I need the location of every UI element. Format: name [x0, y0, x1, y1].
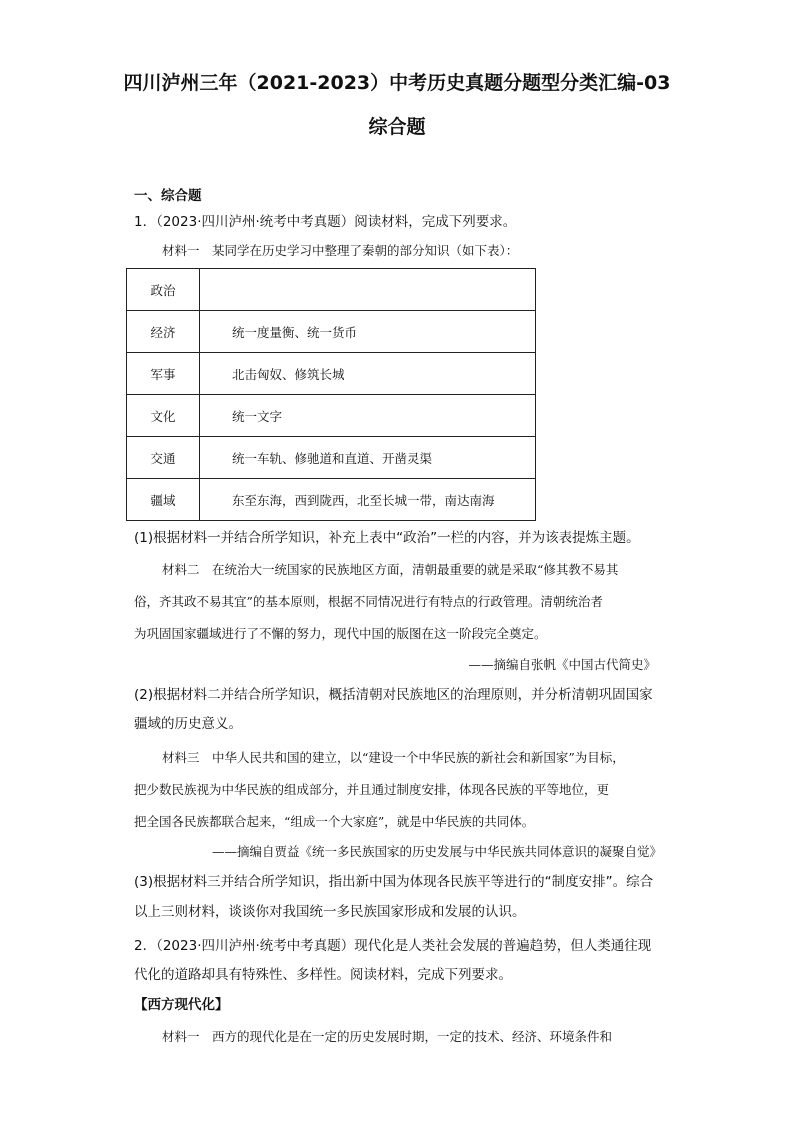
q1-material3-line: 材料三 中华人民共和国的建立，以“建设一个中华民族的新社会和新国家”为目标，: [162, 750, 625, 765]
q2-heading: 【西方现代化】: [134, 997, 229, 1013]
q1-material3-line: 把全国各民族都联合起来，“组成一个大家庭”，就是中华民族的共同体。: [134, 814, 535, 829]
qin-knowledge-table: [126, 268, 536, 521]
table-key: 军事: [127, 353, 200, 395]
table-row: [127, 479, 536, 521]
q1-material3-line: 把少数民族视为中华民族的组成部分，并且通过制度安排，体现各民族的平等地位，更: [134, 782, 610, 797]
q1-material2-line: 材料二 在统治大一统国家的民族地区方面，清朝最重要的就是采取“修其教不易其: [162, 562, 619, 577]
page-title: 四川泸州三年（2021-2023）中考历史真题分题型分类汇编-03: [123, 72, 671, 94]
table-row: [127, 437, 536, 479]
q1-ask3-line: (3)根据材料三并结合所学知识，指出新中国为体现各民族平等进行的“制度安排”。综合: [134, 874, 654, 890]
table-row: [127, 353, 536, 395]
q1-material2-line: 俗，齐其政不易其宜”的基本原则，根据不同情况进行有特点的行政管理。清朝统治者: [134, 594, 603, 609]
table-row: [127, 269, 536, 311]
table-row: [127, 395, 536, 437]
table-value: 统一车轨、修驰道和直道、开凿灵渠: [200, 437, 536, 479]
table-key: 疆域: [127, 479, 200, 521]
table-value: 北击匈奴、修筑长城: [200, 353, 536, 395]
q1-material2-line: 为巩固国家疆域进行了不懈的努力，现代中国的版图在这一阶段完全奠定。: [134, 626, 547, 641]
q1-ask2-line: 疆域的历史意义。: [134, 716, 242, 732]
table-value: 统一文字: [200, 395, 536, 437]
q1-material3-source: ——摘编自贾益《统一多民族国家的历史发展与中华民族共同体意识的凝聚自觉》: [211, 844, 662, 859]
q2-stem-line: 代化的道路却具有特殊性、多样性。阅读材料，完成下列要求。: [134, 967, 512, 983]
q2-material1-line: 材料一 西方的现代化是在一定的历史发展时期，一定的技术、经济、环境条件和: [162, 1029, 613, 1044]
q1-ask3-line: 以上三则材料，谈谈你对我国统一多民族国家形成和发展的认识。: [134, 904, 526, 920]
q1-material2-source: ——摘编自张帆《中国古代简史》: [468, 657, 656, 672]
q1-material1-intro: 材料一 某同学在历史学习中整理了秦朝的部分知识（如下表）：: [162, 243, 519, 258]
table-row: [127, 311, 536, 353]
table-key: 交通: [127, 437, 200, 479]
page-subtitle: 综合题: [368, 116, 426, 138]
section-heading: 一、综合题: [134, 188, 202, 204]
table-value: 统一度量衡、统一货币: [200, 311, 536, 353]
table-value: 东至东海，西到陇西，北至长城一带，南达南海: [200, 479, 536, 521]
table-key: 文化: [127, 395, 200, 437]
table-key: 政治: [127, 269, 200, 311]
q1-stem: 1．（2023·四川泸州·统考中考真题）阅读材料，完成下列要求。: [134, 214, 517, 230]
table-value: [200, 269, 536, 311]
q1-ask2-line: (2)根据材料二并结合所学知识，概括清朝对民族地区的治理原则，并分析清朝巩固国家: [134, 687, 653, 703]
q2-stem-line: 2．（2023·四川泸州·统考中考真题）现代化是人类社会发展的普遍趋势，但人类通往现: [134, 938, 652, 954]
table-key: 经济: [127, 311, 200, 353]
q1-ask1: (1)根据材料一并结合所学知识，补充上表中“政治”一栏的内容，并为该表提炼主题。: [134, 530, 640, 546]
